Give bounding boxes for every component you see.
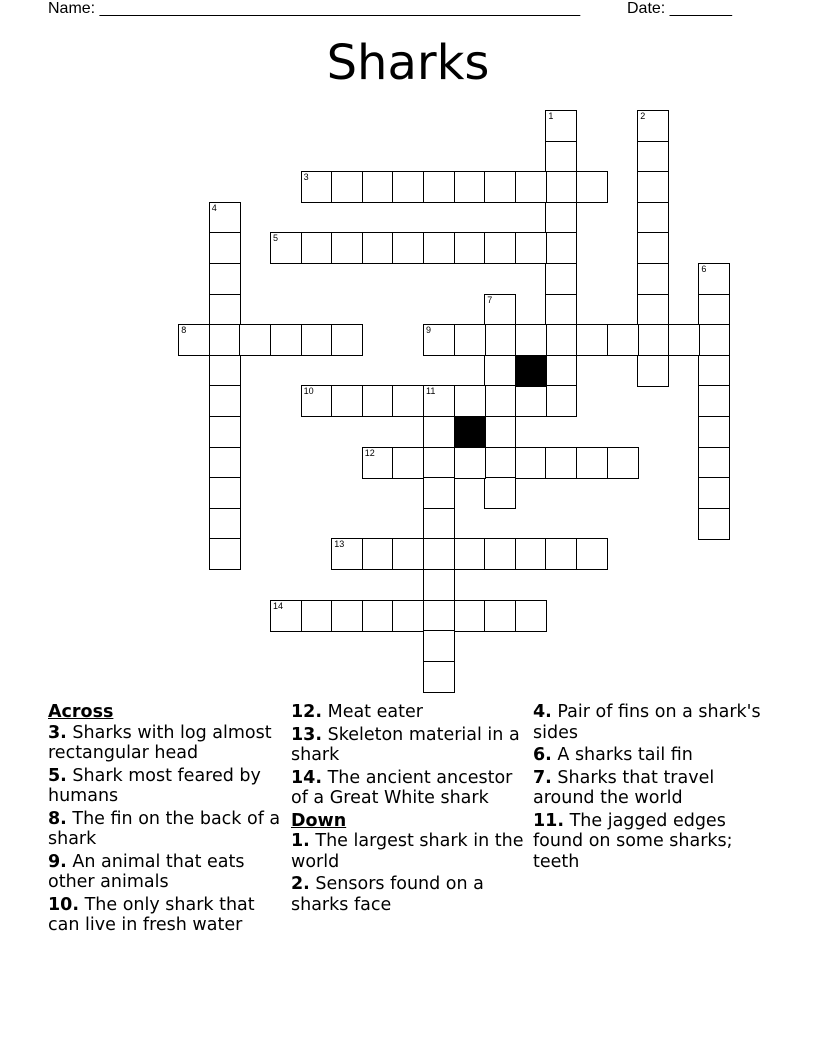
grid-cell[interactable] [454, 447, 486, 479]
grid-cell[interactable] [637, 294, 669, 326]
grid-cell[interactable] [362, 447, 394, 479]
grid-cell[interactable] [362, 600, 394, 632]
clue-across-9: 9. An animal that eats other animals [48, 851, 245, 892]
grid-cell[interactable] [362, 385, 394, 417]
grid-cell[interactable] [331, 232, 363, 264]
grid-cell[interactable] [698, 447, 730, 479]
grid-cell[interactable] [209, 324, 241, 356]
grid-cell[interactable] [515, 385, 547, 417]
across-heading: Across [48, 702, 114, 722]
date-field-label: Date: _______ [627, 0, 732, 17]
grid-cell[interactable] [209, 508, 241, 540]
grid-cell[interactable] [301, 324, 333, 356]
grid-cell[interactable] [392, 232, 424, 264]
grid-cell[interactable] [454, 385, 486, 417]
grid-cell[interactable] [301, 171, 333, 203]
grid-cell[interactable] [301, 600, 333, 632]
grid-cell[interactable] [607, 324, 639, 356]
grid-cell[interactable] [362, 171, 394, 203]
grid-cell[interactable] [331, 538, 363, 570]
grid-cell[interactable] [209, 538, 241, 570]
clue-number-8: 8 [181, 325, 187, 336]
grid-cell[interactable] [423, 600, 455, 632]
grid-cell[interactable] [209, 385, 241, 417]
grid-cell[interactable] [392, 171, 424, 203]
grid-cell[interactable] [698, 263, 730, 295]
grid-cell[interactable] [454, 232, 486, 264]
grid-cell[interactable] [698, 508, 730, 540]
clue-number-13: 13 [334, 539, 345, 550]
clue-number-14: 14 [273, 600, 284, 611]
clue-number-11: 11 [426, 386, 436, 397]
clue-across-8: 8. The fin on the back of a shark [48, 808, 281, 849]
clue-number-4: 4 [211, 202, 217, 213]
grid-cell[interactable] [637, 324, 669, 356]
grid-cell[interactable] [270, 232, 302, 264]
down-heading: Down [291, 810, 347, 831]
grid-cell[interactable] [178, 324, 210, 356]
grid-cell[interactable] [637, 263, 669, 295]
grid-cell[interactable] [698, 355, 730, 387]
grid-cell[interactable] [545, 141, 577, 173]
clue-number-10: 10 [303, 386, 314, 397]
grid-cell[interactable] [484, 294, 516, 326]
grid-cell[interactable] [423, 324, 455, 356]
grid-cell[interactable] [423, 569, 455, 601]
grid-cell[interactable] [576, 538, 608, 570]
grid-cell[interactable] [637, 110, 669, 142]
grid-cell[interactable] [423, 508, 455, 540]
grid-cell[interactable] [209, 294, 241, 326]
grid-cell[interactable] [668, 324, 700, 356]
clue-number-1: 1 [548, 111, 554, 121]
clues-column-3 [533, 702, 773, 874]
grid-cell[interactable] [454, 538, 486, 570]
grid-cell[interactable] [637, 141, 669, 173]
grid-cell[interactable] [209, 232, 241, 264]
grid-cell[interactable] [637, 355, 669, 387]
grid-cell[interactable] [637, 232, 669, 264]
clue-down-6: 6. A sharks tail fin [533, 745, 693, 765]
grid-cell[interactable] [515, 171, 547, 203]
grid-cell[interactable] [423, 661, 455, 693]
puzzle-title: Sharks [326, 35, 490, 91]
grid-cell[interactable] [545, 171, 577, 203]
grid-cell[interactable] [209, 263, 241, 295]
grid-cell[interactable] [515, 538, 547, 570]
clue-across-10: 10. The only shark that can live in fresh water [48, 894, 255, 935]
grid-cell[interactable] [484, 171, 516, 203]
grid-cell[interactable] [545, 447, 577, 479]
clue-down-11: 11. The jagged edges found on some sharks; teeth [533, 810, 733, 872]
clue-down-2: 2. Sensors found on a sharks face [291, 874, 484, 915]
clue-number-12: 12 [364, 447, 375, 458]
grid-cell[interactable] [392, 385, 424, 417]
grid-cell[interactable] [637, 202, 669, 234]
grid-cell[interactable] [454, 171, 486, 203]
grid-cell[interactable] [698, 385, 730, 417]
grid-cell[interactable] [239, 324, 271, 356]
grid-cell[interactable] [392, 600, 424, 632]
grid-cell[interactable] [698, 477, 730, 509]
grid-cell[interactable] [545, 355, 577, 387]
grid-cell[interactable] [515, 600, 547, 632]
grid-cell[interactable] [607, 447, 639, 479]
grid-cell[interactable] [331, 600, 363, 632]
grid-cell[interactable] [423, 630, 455, 662]
grid-cell[interactable] [484, 232, 516, 264]
grid-cell[interactable] [484, 355, 516, 387]
grid-cell[interactable] [515, 447, 547, 479]
grid-cell[interactable] [454, 324, 486, 356]
name-field-label: Name: ______________________________________________________ [48, 0, 581, 17]
grid-cell[interactable] [209, 202, 241, 234]
clue-across-3: 3. Sharks with log almost rectangular head [48, 722, 272, 763]
grid-cell[interactable] [392, 447, 424, 479]
grid-cell[interactable] [576, 324, 608, 356]
grid-cell[interactable] [698, 416, 730, 448]
grid-cell[interactable] [209, 477, 241, 509]
grid-cell[interactable] [362, 232, 394, 264]
grid-cell[interactable] [270, 324, 302, 356]
grid-cell[interactable] [423, 447, 455, 479]
clue-number-2: 2 [640, 111, 646, 121]
grid-cell[interactable] [301, 385, 333, 417]
grid-cell[interactable] [698, 324, 730, 356]
grid-cell[interactable] [423, 232, 455, 264]
clue-across-14: 14. The ancient ancestor of a Great White shark [291, 767, 513, 808]
grid-cell[interactable] [545, 385, 577, 417]
grid-cell[interactable] [209, 447, 241, 479]
grid-cell[interactable] [545, 263, 577, 295]
grid-cell[interactable] [576, 447, 608, 479]
clue-number-3: 3 [303, 172, 309, 183]
grid-cell[interactable] [301, 232, 333, 264]
grid-cell[interactable] [545, 538, 577, 570]
grid-cell[interactable] [576, 171, 608, 203]
grid-cell[interactable] [392, 538, 424, 570]
grid-cell[interactable] [209, 355, 241, 387]
grid-cell[interactable] [484, 385, 516, 417]
clue-number-7: 7 [487, 294, 493, 305]
grid-cell[interactable] [545, 324, 577, 356]
grid-cell[interactable] [209, 416, 241, 448]
grid-cell[interactable] [515, 324, 547, 356]
black-cell [515, 355, 547, 387]
grid-cell[interactable] [515, 232, 547, 264]
grid-cell[interactable] [545, 294, 577, 326]
grid-cell[interactable] [545, 202, 577, 234]
grid-cell[interactable] [331, 171, 363, 203]
grid-cell[interactable] [423, 416, 455, 448]
clue-number-6: 6 [701, 264, 707, 274]
grid-cell[interactable] [545, 232, 577, 264]
grid-cell[interactable] [423, 538, 455, 570]
grid-cell[interactable] [484, 600, 516, 632]
grid-cell[interactable] [331, 385, 363, 417]
grid-cell[interactable] [484, 416, 516, 448]
clue-number-9: 9 [426, 325, 432, 336]
grid-cell[interactable] [423, 477, 455, 509]
clue-across-13: 13. Skeleton material in a shark [291, 724, 520, 765]
clues-column-2 [291, 702, 531, 917]
grid-cell[interactable] [454, 600, 486, 632]
clue-across-5: 5. Shark most feared by humans [48, 765, 261, 806]
grid-cell[interactable] [698, 294, 730, 326]
grid-cell[interactable] [423, 171, 455, 203]
grid-cell[interactable] [484, 324, 516, 356]
clue-across-12: 12. Meat eater [291, 702, 423, 722]
grid-cell[interactable] [423, 385, 455, 417]
grid-cell[interactable] [545, 110, 577, 142]
black-cell [454, 416, 486, 448]
clue-down-4: 4. Pair of fins on a shark's sides [533, 702, 761, 743]
grid-cell[interactable] [270, 600, 302, 632]
clue-number-5: 5 [273, 233, 279, 244]
grid-cell[interactable] [331, 324, 363, 356]
grid-cell[interactable] [484, 538, 516, 570]
grid-cell[interactable] [484, 447, 516, 479]
grid-cell[interactable] [484, 477, 516, 509]
clue-down-1: 1. The largest shark in the world [291, 831, 524, 872]
grid-cell[interactable] [637, 171, 669, 203]
clue-down-7: 7. Sharks that travel around the world [533, 767, 715, 808]
clues-column-1 [48, 702, 288, 938]
grid-cell[interactable] [362, 538, 394, 570]
